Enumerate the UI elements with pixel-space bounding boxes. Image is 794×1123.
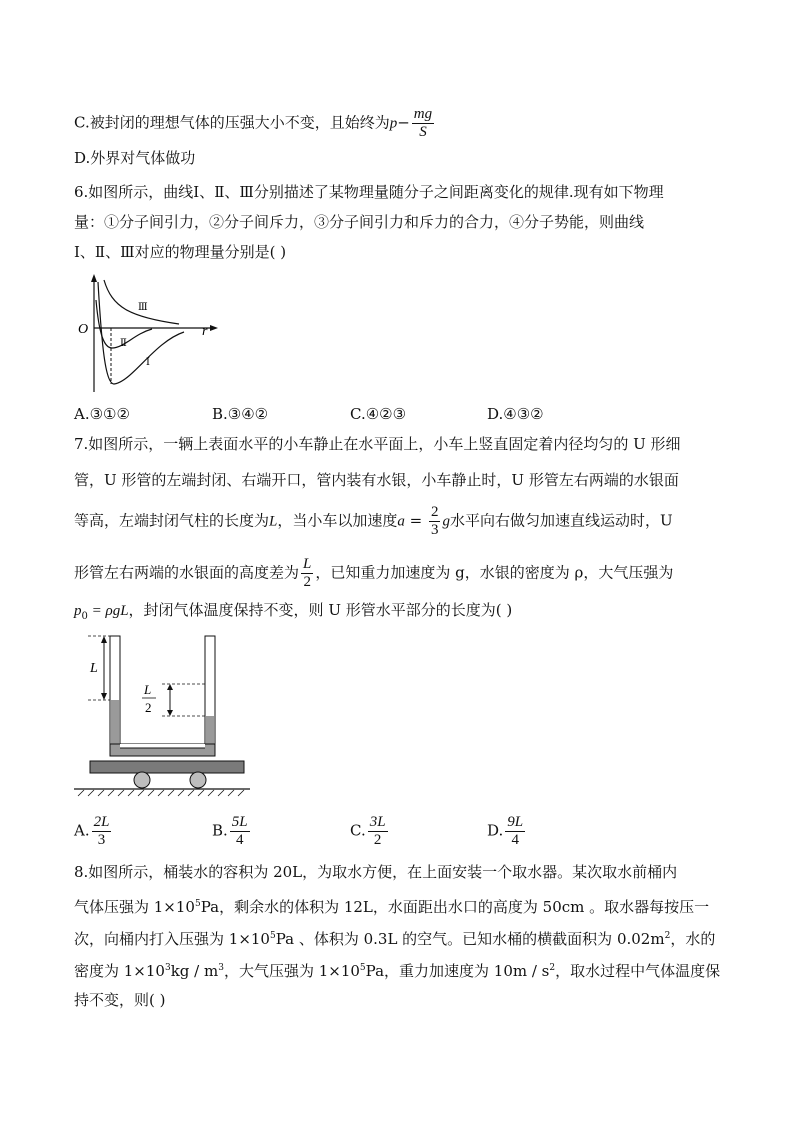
q8-stem-line-3: 次，向桶内打入压强为 $1\times 10^5Pa$ 、体积为 0.3L 的空气。已知水桶的横截面积为 $0.02m^2$，水的 (74, 930, 716, 948)
molecular-force-curves-figure (74, 272, 224, 397)
curve-i-label: Ⅰ (146, 357, 150, 368)
q6-option-d[interactable]: D.④③② (487, 405, 544, 423)
l-dimension-label: L (90, 661, 98, 676)
q7-option-c[interactable]: C. $\frac{3L}{2}$ (350, 814, 386, 848)
q6-option-b[interactable]: B.③④② (212, 405, 269, 423)
u-tube-cart-figure (74, 628, 254, 803)
q8-stem-line-4: 密度为 $1\times 10^3kg / m^3$，大气压强为 $1\times 10^5Pa$，重力加速度为 $10m / s^2$，取水过程中气体温度保 (74, 962, 721, 980)
q6-option-a[interactable]: A.③①② (74, 405, 130, 423)
q5-option-d: D.外界对气体做功 (74, 149, 196, 167)
q5-option-c: C.被封闭的理想气体的压强大小不变，且始终为p− $\frac{mg}{S}$ (74, 106, 433, 140)
q6-stem-line-3: Ⅰ、Ⅱ、Ⅲ对应的物理量分别是( ) (74, 243, 287, 261)
curve-iii-label: Ⅲ (138, 302, 148, 313)
q6-option-c[interactable]: C.④②③ (350, 405, 407, 423)
q7-option-d[interactable]: D. $\frac{9L}{4}$ (487, 814, 524, 848)
q8-stem-line-1: 8.如图所示，桶装水的容积为 20L，为取水方便，在上面安装一个取水器。某次取水前桶内 (74, 863, 678, 881)
l-over-2-fraction: $\frac{L}{2}$ (303, 556, 312, 590)
r-axis-label: r (202, 324, 208, 339)
q8-stem-line-5: 持不变，则( ) (74, 991, 166, 1009)
q7-stem-line-3: 等高，左端封闭气柱的长度为L，当小车以加速度a = $\frac{2}{3}$ g水平向右做匀加速直线运动时，U (74, 504, 673, 538)
q7-stem-line-5: $p_0 = \rho gL$，封闭气体温度保持不变，则 U 形管水平部分的长度为( ) (74, 601, 513, 622)
mg-over-s-fraction: $\frac{mg}{S}$ (413, 106, 433, 140)
q7-option-a[interactable]: A. $\frac{2L}{3}$ (74, 814, 110, 848)
origin-label: O (78, 322, 89, 337)
q6-stem-line-2: 量：①分子间引力，②分子间斥力，③分子间引力和斥力的合力，④分子势能，则曲线 (74, 213, 645, 231)
two-thirds-fraction: $\frac{2}{3}$ (430, 504, 439, 538)
q7-stem-line-2: 管，U 形管的左端封闭、右端开口，管内装有水银，小车静止时，U 形管左右两端的水银面 (74, 471, 679, 489)
curve-ii-label: Ⅱ (120, 338, 127, 349)
q7-option-b[interactable]: B. $\frac{5L}{4}$ (212, 814, 248, 848)
q8-stem-line-2: 气体压强为 $1\times 10^5Pa$，剩余水的体积为 12L，水面距出水口的高度为 50cm 。取水器每按压一 (74, 898, 710, 916)
q6-stem-line-1: 6.如图所示，曲线Ⅰ、Ⅱ、Ⅲ分别描述了某物理量随分子之间距离变化的规律.现有如下物理 (74, 183, 664, 201)
q7-stem-line-4: 形管左右两端的水银面的高度差为 $\frac{L}{2}$ ，已知重力加速度为 g，水银的密度为 ρ，大气压强为 (74, 556, 674, 590)
half-l-num: L (144, 682, 152, 697)
half-l-den: 2 (145, 700, 152, 715)
q7-stem-line-1: 7.如图所示，一辆上表面水平的小车静止在水平面上，小车上竖直固定着内径均匀的 U 形细 (74, 435, 681, 453)
